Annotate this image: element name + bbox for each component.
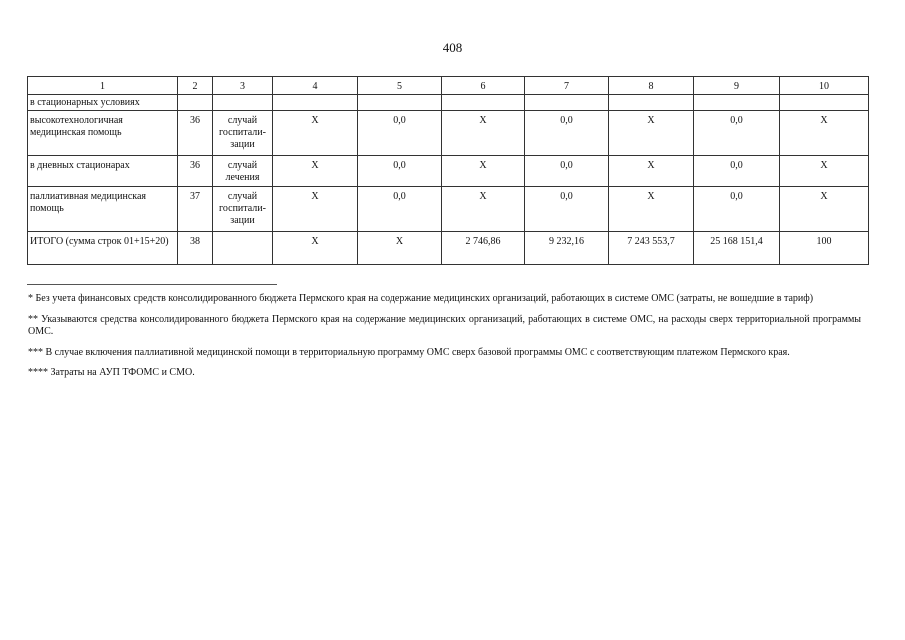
header-cell: 10	[780, 77, 869, 95]
cell-col8: Х	[609, 111, 694, 156]
header-cell: 4	[273, 77, 358, 95]
cell-col5: 0,0	[358, 111, 442, 156]
row-line-number: 38	[178, 232, 213, 265]
row-unit: случай госпитали- зации	[213, 187, 273, 232]
header-cell: 7	[525, 77, 609, 95]
cell-col6: 2 746,86	[442, 232, 525, 265]
footnote: ** Указываются средства консолидированного бюджета Пермского края на содержание медицинских организаций, работающих в системе ОМС, на расходы сверх территориальной программы ОМС.	[28, 313, 861, 337]
cell-col4: Х	[273, 187, 358, 232]
cell-col7: 0,0	[525, 156, 609, 187]
cell-col9: 25 168 151,4	[694, 232, 780, 265]
header-cell: 2	[178, 77, 213, 95]
cell-col10: Х	[780, 156, 869, 187]
row-line-number: 36	[178, 111, 213, 156]
header-cell: 6	[442, 77, 525, 95]
cell-col7: 9 232,16	[525, 232, 609, 265]
cell-col4: Х	[273, 111, 358, 156]
table-row	[28, 111, 869, 156]
table-header-row	[28, 77, 869, 95]
cell-col5: 0,0	[358, 156, 442, 187]
cell-col8: 7 243 553,7	[609, 232, 694, 265]
cell-col6: Х	[442, 156, 525, 187]
cell-col10: Х	[780, 187, 869, 232]
cell-col5: Х	[358, 232, 442, 265]
cell-col7: 0,0	[525, 187, 609, 232]
table-row	[28, 187, 869, 232]
header-cell: 3	[213, 77, 273, 95]
footnote: * Без учета финансовых средств консолидированного бюджета Пермского края на содержание медицинских организаций, работающих в системе ОМС (затраты, не вошедшие в тариф)	[28, 293, 814, 304]
page-number: 408	[442, 40, 463, 55]
row-name: паллиативная медицинская помощь	[28, 187, 178, 232]
footnote: *** В случае включения паллиативной медицинской помощи в территориальную программу ОМС сверх базовой программы ОМС с соответствующим платежом Пермского края.	[28, 346, 790, 358]
row-name: высокотехнологичная медицинская помощь	[28, 111, 178, 156]
cell-col8: Х	[609, 187, 694, 232]
cell-col9: 0,0	[694, 187, 780, 232]
cell-col6: Х	[442, 187, 525, 232]
cell-col10: Х	[780, 111, 869, 156]
cell-col8: Х	[609, 156, 694, 187]
cell-col7: 0,0	[525, 111, 609, 156]
footnote-divider	[27, 284, 277, 285]
row-line-number: 37	[178, 187, 213, 232]
row-line-number: 36	[178, 156, 213, 187]
row-unit: случай госпитали- зации	[213, 111, 273, 156]
row-name: ИТОГО (сумма строк 01+15+20)	[28, 232, 178, 265]
header-cell: 8	[609, 77, 694, 95]
cell-col5: 0,0	[358, 187, 442, 232]
cell-col4: Х	[273, 232, 358, 265]
header-cell: 5	[358, 77, 442, 95]
cell-col9: 0,0	[694, 156, 780, 187]
row-name: в дневных стационарах	[28, 156, 178, 187]
cell-col9: 0,0	[694, 111, 780, 156]
row-unit: случай лечения	[213, 156, 273, 187]
row-unit	[213, 232, 273, 265]
data-table	[27, 76, 869, 265]
cell-col6: Х	[442, 111, 525, 156]
total-row	[28, 232, 869, 265]
header-cell: 1	[28, 77, 178, 95]
cell-col10: 100	[780, 232, 869, 265]
table-row	[28, 156, 869, 187]
footnotes	[28, 293, 861, 388]
footnote: **** Затраты на АУП ТФОМС и СМО.	[28, 367, 195, 378]
section-row	[28, 95, 869, 111]
section-label: в стационарных условиях	[28, 95, 178, 111]
cell-col4: Х	[273, 156, 358, 187]
header-cell: 9	[694, 77, 780, 95]
